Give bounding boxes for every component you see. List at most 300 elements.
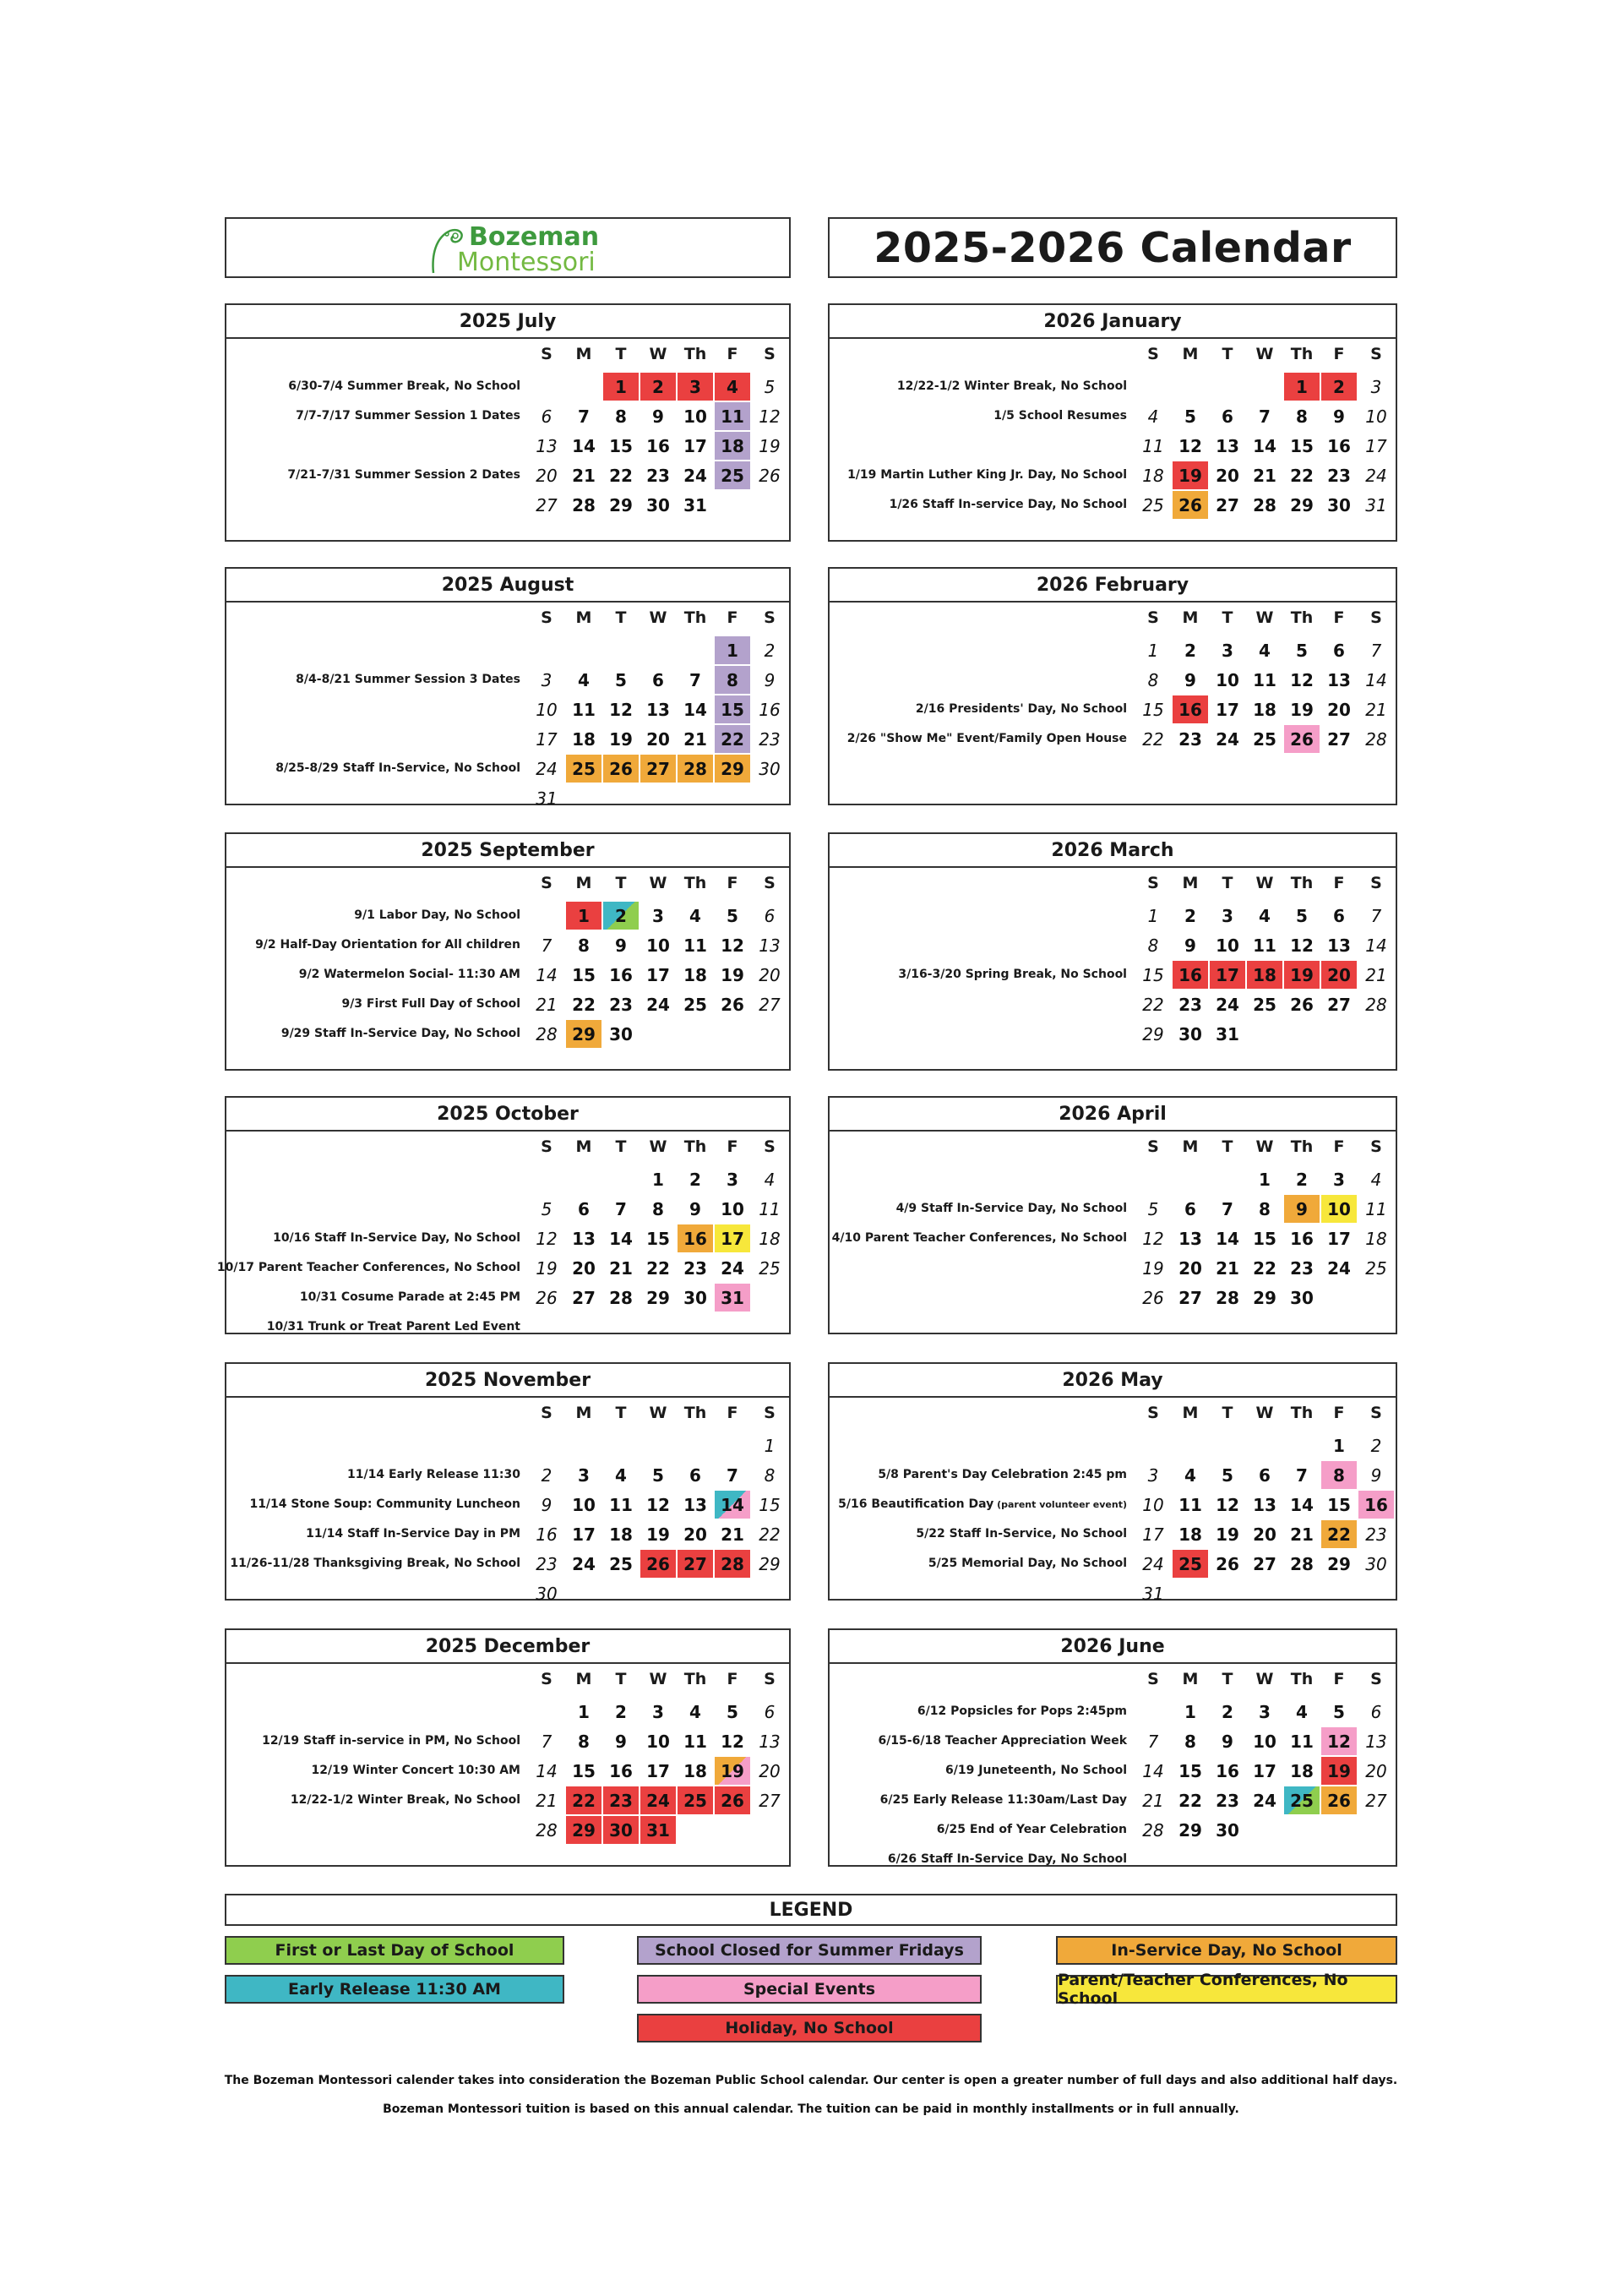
- day-header: W: [1255, 345, 1274, 363]
- event-label: 5/16 Beautification Day (parent volunteer event): [838, 1497, 1127, 1511]
- day-cell: 3: [678, 373, 713, 401]
- day-cell: 22: [1142, 994, 1164, 1015]
- day-header: S: [541, 874, 552, 892]
- day-cell: 18: [609, 1524, 633, 1545]
- day-cell: 25: [759, 1257, 781, 1279]
- day-cell: 17: [715, 1224, 750, 1252]
- day-header: W: [1255, 1670, 1274, 1688]
- day-cell: 10: [683, 406, 707, 427]
- day-cell: 30: [1365, 1553, 1387, 1574]
- day-header: T: [1222, 874, 1233, 892]
- day-header: W: [1255, 874, 1274, 892]
- day-cell: 25: [678, 1786, 713, 1814]
- event-label: 9/29 Staff In-Service Day, No School: [280, 1027, 520, 1040]
- day-header: S: [541, 1670, 552, 1688]
- day-cell: 10: [721, 1198, 744, 1219]
- day-cell: 15: [1178, 1760, 1202, 1781]
- day-cell: 14: [1290, 1494, 1314, 1515]
- day-cell: 25: [1173, 1550, 1208, 1578]
- day-cell: 7: [1296, 1464, 1308, 1486]
- day-cell: 31: [683, 494, 707, 515]
- day-header: M: [575, 874, 592, 892]
- day-cell: 22: [759, 1524, 781, 1545]
- day-cell: 24: [1216, 994, 1239, 1015]
- day-cell: 20: [646, 728, 670, 750]
- day-cell: 15: [572, 964, 596, 985]
- day-header: F: [1333, 608, 1345, 627]
- day-cell: 7: [541, 1731, 552, 1752]
- day-cell: 3: [1147, 1464, 1159, 1486]
- day-cell: 25: [715, 461, 750, 489]
- day-header: S: [1370, 1137, 1382, 1156]
- day-cell: 8: [578, 935, 590, 956]
- event-label: 1/5 School Resumes: [993, 409, 1127, 423]
- month-2025-august: [225, 567, 791, 809]
- day-cell: 23: [1178, 728, 1202, 750]
- day-cell: 9: [1333, 406, 1345, 427]
- day-cell: 31: [715, 1284, 750, 1312]
- day-cell: 9: [1184, 669, 1196, 690]
- day-cell: 30: [683, 1287, 707, 1308]
- day-cell: 27: [572, 1287, 596, 1308]
- day-cell: 12: [1321, 1727, 1357, 1755]
- day-cell: 14: [536, 964, 558, 985]
- day-cell: 23: [536, 1553, 558, 1574]
- day-header: W: [649, 345, 667, 363]
- day-header: S: [1370, 608, 1382, 627]
- day-cell: 28: [572, 494, 596, 515]
- day-header: Th: [1290, 608, 1314, 627]
- event-label: 8/25-8/29 Staff In-Service, No School: [275, 761, 520, 775]
- day-cell: 2: [1184, 640, 1196, 661]
- day-cell: 22: [609, 465, 633, 486]
- day-cell: 13: [759, 1731, 781, 1752]
- footnote-line-2: Bozeman Montessori tuition is based on this annual calendar. The tuition can be paid in monthly installments or in full annually.: [383, 2102, 1239, 2116]
- day-header: S: [764, 608, 776, 627]
- day-cell: 16: [759, 699, 781, 720]
- day-header: F: [1333, 1670, 1345, 1688]
- day-cell: 21: [1216, 1257, 1239, 1279]
- day-cell: 28: [715, 1550, 750, 1578]
- day-cell: 10: [1142, 1494, 1164, 1515]
- day-cell: 6: [764, 905, 776, 926]
- day-cell: 7: [615, 1198, 627, 1219]
- day-cell: 18: [1365, 1228, 1387, 1249]
- bozeman-montessori-logo: [425, 222, 602, 275]
- day-cell: 10: [572, 1494, 596, 1515]
- day-cell: 18: [1178, 1524, 1202, 1545]
- event-label: 2/16 Presidents' Day, No School: [915, 702, 1127, 716]
- event-label: 1/19 Martin Luther King Jr. Day, No School: [847, 468, 1127, 482]
- day-cell: 6: [652, 669, 664, 690]
- day-cell: 7: [1222, 1198, 1233, 1219]
- day-header: Th: [1290, 1137, 1314, 1156]
- day-cell: 9: [615, 935, 627, 956]
- day-cell: 14: [1365, 935, 1387, 956]
- day-cell: 5: [1296, 905, 1308, 926]
- day-header: T: [1222, 608, 1233, 627]
- day-cell: 15: [1253, 1228, 1276, 1249]
- day-cell: 10: [1216, 669, 1239, 690]
- day-header: M: [575, 1670, 592, 1688]
- day-cell: 28: [1365, 728, 1387, 750]
- month-2025-october: [216, 1096, 791, 1334]
- day-cell: 12: [609, 699, 633, 720]
- legend-early-release: Early Release 11:30 AM: [225, 1975, 564, 2004]
- day-cell: 22: [1290, 465, 1314, 486]
- day-cell: 25: [1284, 1786, 1320, 1814]
- event-label: 9/3 First Full Day of School: [341, 997, 520, 1011]
- day-cell: 31: [1142, 1583, 1164, 1604]
- day-cell: 21: [1142, 1790, 1164, 1811]
- day-cell: 20: [683, 1524, 707, 1545]
- event-label: 6/26 Staff In-Service Day, No School: [887, 1852, 1127, 1866]
- month-title: 2025 July: [226, 305, 789, 339]
- day-header: T: [1222, 1404, 1233, 1422]
- day-header: W: [649, 1137, 667, 1156]
- day-cell: 30: [1216, 1819, 1239, 1841]
- day-cell: 21: [572, 465, 596, 486]
- day-cell: 13: [1178, 1228, 1202, 1249]
- day-header: S: [764, 1404, 776, 1422]
- day-cell: 26: [715, 1786, 750, 1814]
- day-cell: 26: [1142, 1287, 1164, 1308]
- day-header: S: [541, 608, 552, 627]
- day-cell: 27: [759, 994, 781, 1015]
- day-cell: 20: [1216, 465, 1239, 486]
- day-cell: 17: [572, 1524, 596, 1545]
- event-label: 12/22-1/2 Winter Break, No School: [290, 1793, 520, 1807]
- month-2026-april: [828, 1096, 1397, 1334]
- event-label: 7/21-7/31 Summer Session 2 Dates: [287, 468, 520, 482]
- day-cell: 10: [536, 699, 558, 720]
- month-2025-july: [225, 303, 791, 542]
- day-cell: 16: [1290, 1228, 1314, 1249]
- day-cell: 21: [536, 1790, 558, 1811]
- day-cell: 2: [1184, 905, 1196, 926]
- day-cell: 24: [1327, 1257, 1351, 1279]
- day-cell: 19: [1173, 461, 1208, 489]
- day-cell: 28: [536, 1023, 558, 1044]
- day-cell: 24: [1142, 1553, 1164, 1574]
- day-cell: 12: [646, 1494, 670, 1515]
- day-cell: 25: [1142, 494, 1164, 515]
- day-header: W: [1255, 1137, 1274, 1156]
- day-cell: 6: [689, 1464, 701, 1486]
- title-box: [828, 217, 1397, 278]
- day-cell: 14: [1253, 435, 1276, 456]
- day-cell: 5: [652, 1464, 664, 1486]
- day-cell: 17: [1253, 1760, 1276, 1781]
- day-cell: 16: [609, 964, 633, 985]
- day-cell: 18: [1142, 465, 1164, 486]
- day-cell: 19: [715, 1757, 750, 1785]
- day-cell: 16: [1216, 1760, 1239, 1781]
- day-header: M: [1182, 874, 1199, 892]
- event-label: 7/7-7/17 Summer Session 1 Dates: [296, 409, 520, 423]
- day-cell: 23: [1216, 1790, 1239, 1811]
- day-cell: 25: [1365, 1257, 1387, 1279]
- day-cell: 17: [646, 1760, 670, 1781]
- day-cell: 29: [715, 755, 750, 783]
- day-cell: 7: [1370, 640, 1382, 661]
- day-cell: 28: [1253, 494, 1276, 515]
- day-cell: 3: [541, 669, 552, 690]
- day-cell: 9: [1284, 1195, 1320, 1223]
- day-cell: 30: [646, 494, 670, 515]
- day-cell: 15: [1142, 964, 1164, 985]
- event-label: 6/15-6/18 Teacher Appreciation Week: [878, 1734, 1127, 1748]
- day-cell: 22: [646, 1257, 670, 1279]
- day-cell: 24: [1365, 465, 1387, 486]
- day-header: F: [727, 874, 738, 892]
- day-cell: 20: [1365, 1760, 1387, 1781]
- day-cell: 4: [764, 1169, 776, 1190]
- day-cell: 26: [1321, 1786, 1357, 1814]
- day-cell: 5: [1296, 640, 1308, 661]
- day-cell: 18: [683, 964, 707, 985]
- day-cell: 8: [615, 406, 627, 427]
- day-cell: 11: [572, 699, 596, 720]
- day-cell: 14: [1216, 1228, 1239, 1249]
- day-cell: 19: [759, 435, 781, 456]
- day-cell: 15: [1142, 699, 1164, 720]
- day-cell: 9: [689, 1198, 701, 1219]
- day-cell: 19: [609, 728, 633, 750]
- day-cell: 22: [1142, 728, 1164, 750]
- day-cell: 13: [683, 1494, 707, 1515]
- day-cell: 24: [572, 1553, 596, 1574]
- day-cell: 2: [1296, 1169, 1308, 1190]
- day-cell: 26: [536, 1287, 558, 1308]
- day-header: Th: [683, 874, 707, 892]
- day-cell: 23: [1365, 1524, 1387, 1545]
- day-cell: 4: [715, 373, 750, 401]
- day-cell: 19: [1142, 1257, 1164, 1279]
- day-cell: 20: [759, 964, 781, 985]
- day-header: M: [575, 1404, 592, 1422]
- day-header: T: [1222, 1137, 1233, 1156]
- day-cell: 17: [1210, 961, 1245, 989]
- day-header: F: [727, 1670, 738, 1688]
- month-title: 2025 October: [226, 1098, 789, 1132]
- day-cell: 7: [578, 406, 590, 427]
- day-cell: 5: [1147, 1198, 1159, 1219]
- day-header: S: [541, 345, 552, 363]
- day-header: M: [1182, 1137, 1199, 1156]
- day-cell: 18: [683, 1760, 707, 1781]
- day-cell: 24: [683, 465, 707, 486]
- day-cell: 17: [1216, 699, 1239, 720]
- day-cell: 16: [609, 1760, 633, 1781]
- day-cell: 7: [1147, 1731, 1159, 1752]
- month-2026-june: [828, 1628, 1397, 1867]
- day-cell: 14: [1142, 1760, 1164, 1781]
- day-cell: 24: [721, 1257, 744, 1279]
- day-cell: 20: [759, 1760, 781, 1781]
- day-header: S: [541, 1404, 552, 1422]
- day-header: Th: [683, 1137, 707, 1156]
- day-cell: 17: [1142, 1524, 1164, 1545]
- day-cell: 10: [646, 935, 670, 956]
- logo-word-montessori: Montessori: [457, 248, 596, 277]
- day-cell: 10: [1321, 1195, 1357, 1223]
- day-cell: 24: [1216, 728, 1239, 750]
- day-cell: 16: [536, 1524, 558, 1545]
- day-cell: 21: [1290, 1524, 1314, 1545]
- day-cell: 26: [1216, 1553, 1239, 1574]
- day-cell: 1: [1259, 1169, 1271, 1190]
- day-header: F: [1333, 1404, 1345, 1422]
- day-cell: 6: [1370, 1701, 1382, 1722]
- day-cell: 15: [1290, 435, 1314, 456]
- day-cell: 8: [1147, 935, 1159, 956]
- day-cell: 13: [1365, 1731, 1387, 1752]
- day-cell: 8: [715, 666, 750, 694]
- day-cell: 27: [1253, 1553, 1276, 1574]
- day-header: S: [764, 1137, 776, 1156]
- day-cell: 2: [1370, 1435, 1382, 1456]
- day-cell: 22: [1321, 1520, 1357, 1548]
- day-cell: 20: [1321, 961, 1357, 989]
- day-cell: 11: [1253, 935, 1276, 956]
- day-header: S: [1147, 345, 1159, 363]
- day-cell: 2: [1321, 373, 1357, 401]
- day-cell: 16: [1173, 695, 1208, 723]
- day-cell: 15: [646, 1228, 670, 1249]
- day-cell: 4: [1184, 1464, 1196, 1486]
- day-header: M: [575, 608, 592, 627]
- day-cell: 5: [727, 1701, 738, 1722]
- day-cell: 1: [1147, 905, 1159, 926]
- day-cell: 26: [1173, 491, 1208, 519]
- month-title: 2026 January: [830, 305, 1396, 339]
- day-cell: 16: [646, 435, 670, 456]
- day-cell: 2: [1222, 1701, 1233, 1722]
- day-cell: 26: [603, 755, 639, 783]
- day-cell: 20: [1253, 1524, 1276, 1545]
- day-cell: 11: [1178, 1494, 1202, 1515]
- day-header: W: [649, 874, 667, 892]
- event-label: 6/12 Popsicles for Pops 2:45pm: [917, 1704, 1127, 1718]
- day-cell: 5: [764, 376, 776, 397]
- day-cell: 9: [1184, 935, 1196, 956]
- day-cell: 28: [536, 1819, 558, 1841]
- day-header: Th: [1290, 345, 1314, 363]
- day-cell: 9: [1370, 1464, 1382, 1486]
- day-cell: 1: [566, 902, 601, 930]
- day-cell: 16: [1327, 435, 1351, 456]
- day-cell: 12: [759, 406, 781, 427]
- event-label: 10/17 Parent Teacher Conferences, No School: [216, 1261, 520, 1274]
- day-header: T: [615, 1137, 627, 1156]
- day-cell: 23: [683, 1257, 707, 1279]
- event-label: 4/10 Parent Teacher Conferences, No School: [831, 1231, 1127, 1245]
- day-cell: 26: [721, 994, 744, 1015]
- day-cell: 29: [1178, 1819, 1202, 1841]
- day-cell: 8: [1296, 406, 1308, 427]
- day-header: W: [649, 1670, 667, 1688]
- page-title: 2025-2026 Calendar: [874, 223, 1352, 272]
- day-cell: 8: [1259, 1198, 1271, 1219]
- day-cell: 17: [683, 435, 707, 456]
- event-label: 3/16-3/20 Spring Break, No School: [898, 968, 1127, 981]
- day-cell: 28: [678, 755, 713, 783]
- day-cell: 21: [1365, 699, 1387, 720]
- day-cell: 16: [1358, 1491, 1394, 1519]
- month-title: 2025 December: [226, 1630, 789, 1664]
- day-header: Th: [683, 1404, 707, 1422]
- day-cell: 6: [764, 1701, 776, 1722]
- month-2026-march: [828, 832, 1397, 1071]
- day-header: S: [1370, 1404, 1382, 1422]
- day-cell: 23: [759, 728, 781, 750]
- event-label: 12/22-1/2 Winter Break, No School: [896, 379, 1127, 393]
- day-header: F: [727, 345, 738, 363]
- day-cell: 3: [578, 1464, 590, 1486]
- day-cell: 27: [536, 494, 558, 515]
- month-title: 2025 November: [226, 1364, 789, 1398]
- day-cell: 8: [1184, 1731, 1196, 1752]
- day-cell: 18: [1247, 961, 1282, 989]
- day-cell: 27: [1216, 494, 1239, 515]
- day-header: F: [727, 1137, 738, 1156]
- day-cell: 1: [715, 636, 750, 664]
- day-cell: 23: [609, 994, 633, 1015]
- day-cell: 30: [1178, 1023, 1202, 1044]
- day-cell: 29: [759, 1553, 781, 1574]
- month-2026-february: [828, 567, 1397, 805]
- day-cell: 2: [541, 1464, 552, 1486]
- day-cell: 22: [566, 1786, 601, 1814]
- day-cell: 6: [1333, 640, 1345, 661]
- day-header: M: [1182, 1670, 1199, 1688]
- month-2026-january: [828, 303, 1397, 542]
- day-cell: 7: [1370, 905, 1382, 926]
- day-header: M: [1182, 608, 1199, 627]
- day-cell: 5: [541, 1198, 552, 1219]
- day-cell: 6: [1184, 1198, 1196, 1219]
- day-cell: 22: [715, 725, 750, 753]
- month-title: 2025 September: [226, 834, 789, 868]
- day-cell: 20: [1178, 1257, 1202, 1279]
- day-header: S: [1370, 874, 1382, 892]
- day-cell: 24: [640, 1786, 676, 1814]
- day-cell: 27: [640, 755, 676, 783]
- day-header: W: [1255, 1404, 1274, 1422]
- day-header: S: [764, 874, 776, 892]
- day-cell: 20: [536, 465, 558, 486]
- day-cell: 12: [721, 1731, 744, 1752]
- event-label: 12/19 Winter Concert 10:30 AM: [311, 1764, 520, 1777]
- legend-title: LEGEND: [769, 1899, 853, 1921]
- day-cell: 28: [1216, 1287, 1239, 1308]
- day-cell: 25: [1253, 728, 1276, 750]
- event-label: 11/14 Early Release 11:30: [347, 1468, 520, 1481]
- day-cell: 11: [1142, 435, 1164, 456]
- day-cell: 14: [683, 699, 707, 720]
- day-cell: 5: [615, 669, 627, 690]
- day-cell: 23: [1178, 994, 1202, 1015]
- day-header: F: [727, 1404, 738, 1422]
- day-cell: 10: [1253, 1731, 1276, 1752]
- day-header: T: [615, 1670, 627, 1688]
- event-label: 6/25 End of Year Celebration: [936, 1823, 1127, 1836]
- legend-summer-fridays: School Closed for Summer Fridays: [637, 1936, 982, 1965]
- day-cell: 25: [566, 755, 601, 783]
- month-title: 2025 August: [226, 569, 789, 603]
- legend-special-events: Special Events: [637, 1975, 982, 2004]
